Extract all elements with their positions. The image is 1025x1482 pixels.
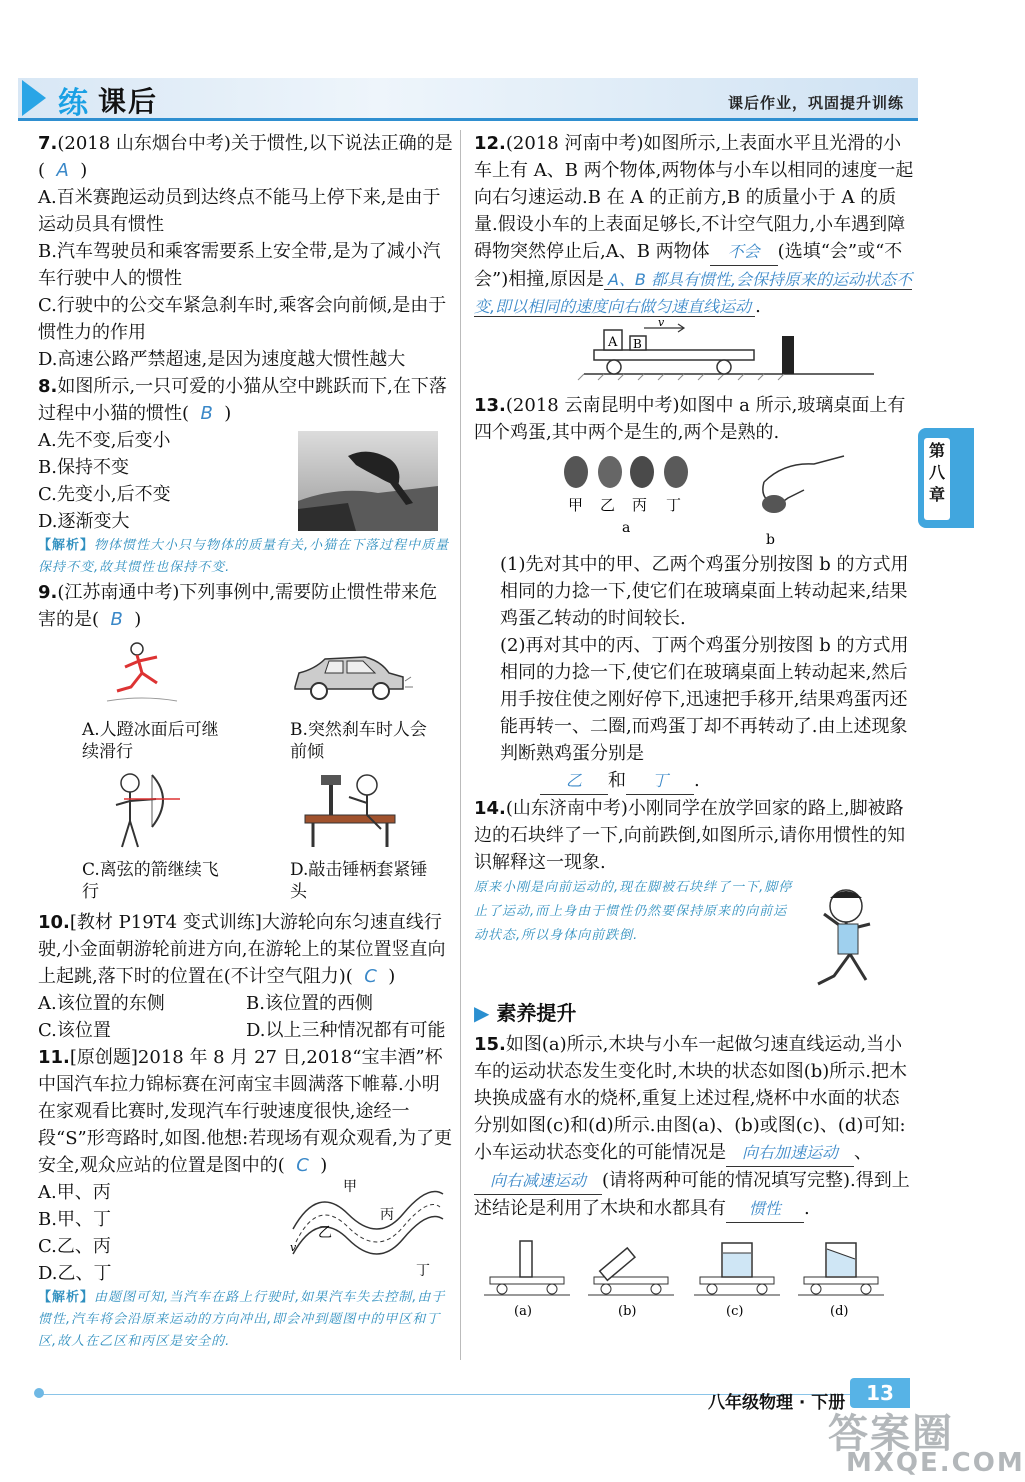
block-b-label: B <box>633 337 642 351</box>
option: A.该位置的东侧 <box>38 993 165 1014</box>
cart-with-blocks-diagram <box>574 316 874 382</box>
question-14 <box>474 795 914 996</box>
paren: ) <box>388 966 396 987</box>
car-braking-image <box>285 639 415 711</box>
conjunction: 和 <box>608 770 626 791</box>
figure-d <box>798 1243 884 1319</box>
option: D.高速公路严禁超速,是因为速度越大惯性越大 <box>38 349 406 370</box>
option-caption: D.敲击锤柄套紧锤头 <box>290 860 428 902</box>
fill-blank-answer: 不会 <box>710 238 778 266</box>
section-title: 素养提升 <box>496 1001 577 1025</box>
question-number: 12. <box>474 133 506 154</box>
question-stem: (2018 山东烟台中考)关于惯性,以下说法正确的是 <box>57 133 453 154</box>
velocity-label: v <box>658 316 665 329</box>
figure-label: (a) <box>514 1304 532 1319</box>
option-caption: C.离弦的箭继续飞行 <box>82 860 219 902</box>
header-subtitle: 课后作业，巩固提升训练 <box>727 94 904 112</box>
egg-label: 丙 <box>632 496 648 514</box>
question-13 <box>474 392 914 795</box>
option: D.以上三种情况都有可能 <box>246 1020 446 1041</box>
label-jia: 甲 <box>343 1179 357 1195</box>
answer: C <box>296 1155 309 1176</box>
boy-tripping-image <box>794 876 894 996</box>
analysis-label: 【解析】 <box>38 1290 95 1305</box>
question-stem-2: (选填“会”或“不会”)相撞,原因是 <box>474 241 903 290</box>
question-number: 8. <box>38 376 58 397</box>
figure-c <box>694 1243 780 1319</box>
option: A.百米赛跑运动员到达终点不能马上停下来,是由于运动员具有惯性 <box>38 187 441 235</box>
paren: ) <box>134 609 142 630</box>
section-heading <box>474 1000 914 1027</box>
label-yi: 乙 <box>318 1225 332 1241</box>
answer: B <box>200 403 213 424</box>
question-number: 9. <box>38 582 58 603</box>
question-stem: (山东济南中考)小刚同学在放学回家的路上,脚被路边的石块绊了一下,向前跌倒,如图所示,请你用惯性的知识解释这一现象. <box>474 798 906 873</box>
option-d-figure <box>260 769 440 903</box>
question-12 <box>474 130 914 392</box>
hammer-image <box>295 769 405 851</box>
chapter-tab-label <box>924 438 950 520</box>
chapter-tab-char: 第 <box>928 441 945 460</box>
paren: ) <box>224 403 232 424</box>
question-8 <box>38 373 454 579</box>
analysis-text: 物体惯性大小只与物体的质量有关,小猫在下落过程中质量保持不变,故其惯性也保持不变. <box>38 538 450 575</box>
option-c-figure <box>52 769 232 903</box>
watermark-url: MXQE.COM <box>846 1448 1025 1478</box>
option: D.乙、丁 <box>38 1263 112 1284</box>
question-stem: 如图(a)所示,木块与小车一起做匀速直线运动,当小车的运动状态发生变化时,木块的状态如图(b)所示.把木块换成盛有水的烧杯,重复上述过程,烧杯中水面的状态分别如图(c)和(d)所示.由图(a)、(b)或图(c)、(d)可知:小车运动状态变化的可能情况是 <box>474 1034 908 1163</box>
question-number: 13. <box>474 395 506 416</box>
question-stem: [教材 P19T4 变式训练]大游轮向东匀速直线行驶,小金面朝游轮前进方向,在游轮上的某位置竖直向上起跳,落下时的位置在(不计空气阻力)( <box>38 912 446 987</box>
column-divider <box>460 130 461 1360</box>
period: . <box>755 296 761 317</box>
fill-blank-answer: 丁 <box>626 767 694 795</box>
label-bing: 丙 <box>380 1207 394 1223</box>
option-b-figure <box>260 639 440 763</box>
figure-label: (b) <box>618 1304 637 1319</box>
option-caption: A.人蹬冰面后可继续滑行 <box>82 720 219 762</box>
section-marker-icon: ▶ <box>474 1001 490 1025</box>
header-title: 课后 <box>98 85 159 118</box>
option: B.该位置的西侧 <box>246 993 373 1014</box>
archer-image <box>102 769 182 851</box>
option: C.行驶中的公交车紧急刹车时,乘客会向前倾,是由于惯性力的作用 <box>38 295 447 343</box>
question-number: 10. <box>38 912 70 933</box>
right-column <box>474 130 914 1327</box>
option: B.汽车驾驶员和乘客需要系上安全带,是为了减小汽车行驶中人的惯性 <box>38 241 441 289</box>
answer: A <box>56 160 69 181</box>
answer: B <box>110 609 123 630</box>
option: D.逐渐变大 <box>38 511 130 532</box>
cat-jumping-image <box>298 431 438 531</box>
question-stem: (2018 河南中考)如图所示,上表面水平且光滑的小车上有 A、B 两个物体,两物体与小车以相同的速度一起向右匀速运动.B 在 A 的正前方,B 的质量小于 A 的质量.假设小车的上表面足够长,不计空气阻力,小车遇到障碍物突然停止后,A、B 两物体 <box>474 133 914 262</box>
question-stem: (2018 云南昆明中考)如图中 a 所示,玻璃桌面上有四个鸡蛋,其中两个是生的,两个是熟的. <box>474 395 906 443</box>
page-number: 13 <box>850 1378 910 1408</box>
play-arrow-icon <box>22 80 46 116</box>
paren: ) <box>320 1155 328 1176</box>
option: B.甲、丁 <box>38 1209 111 1230</box>
header-brand-char: 练 <box>58 86 88 121</box>
option: C.乙、丙 <box>38 1236 111 1257</box>
question-10 <box>38 909 454 1044</box>
fill-blank-answer: A、B 都具有惯性,会保持原来的运动状态不变,即以相同的速度向右做匀速直线运动 <box>474 270 913 316</box>
figure-a-label: a <box>622 520 631 536</box>
fill-blank-answer: 向右加速运动 <box>726 1139 854 1167</box>
option: B.保持不变 <box>38 457 129 478</box>
question-9 <box>38 579 454 903</box>
question-stem: 如图所示,一只可爱的小猫从空中跳跃而下,在下落过程中小猫的惯性( <box>38 376 447 424</box>
question-part-2: (2)再对其中的丙、丁两个鸡蛋分别按图 b 的方式用相同的力捻一下,使它们在玻璃桌面上转动起来,然后用手按住使之刚好停下,迅速把手移开,结果鸡蛋丙还能再转一、二圈,而鸡蛋丁却不再转动了.由上述现象判断熟鸡蛋分别是 <box>500 635 909 764</box>
paren: ) <box>80 160 88 181</box>
question-stem-2: (请将两种可能的情况填写完整).得到上述结论是利用了木块和水都具有 <box>474 1170 910 1219</box>
four-eggs-figure-a <box>554 452 704 542</box>
analysis-text: 由题图可知,当汽车在路上行驶时,如果汽车失去控制,由于惯性,汽车将会沿原来运动的方向冲出,即会冲到题图中的甲区和丁区,故人在乙区和丙区是安全的. <box>38 1290 446 1349</box>
handwritten-answer: 原来小刚是向前运动的,现在脚被石块绊了一下,脚停止了运动,而上身由于惯性仍然要保持原来的向前运动状态,所以身体向前跌倒. <box>474 880 793 943</box>
question-stem: (江苏南通中考)下列事例中,需要防止惯性带来危害的是( <box>38 582 438 630</box>
question-11 <box>38 1044 454 1353</box>
chapter-tab-char: 章 <box>928 485 945 504</box>
egg-label: 乙 <box>600 496 616 514</box>
left-column <box>38 130 454 1353</box>
egg-label: 甲 <box>568 496 584 514</box>
figure-b <box>588 1248 674 1319</box>
fill-blank-answer: 乙 <box>540 767 608 795</box>
analysis-label: 【解析】 <box>38 538 95 553</box>
chapter-tab-char: 八 <box>928 463 945 482</box>
period: . <box>804 1198 810 1219</box>
question-number: 7. <box>38 133 58 154</box>
figure-b-label: b <box>766 532 775 548</box>
option: A.先不变,后变小 <box>38 430 171 451</box>
question-number: 14. <box>474 798 506 819</box>
period: . <box>694 770 700 791</box>
block-a-label: A <box>608 335 618 350</box>
option-a-figure <box>52 639 232 763</box>
fill-blank-answer: 惯性 <box>726 1195 804 1223</box>
question-part-1: (1)先对其中的甲、乙两个鸡蛋分别按图 b 的方式用相同的力捻一下,使它们在玻璃桌面上转动起来,结果鸡蛋乙转动的时间较长. <box>500 554 909 629</box>
option: C.先变小,后不变 <box>38 484 171 505</box>
option-caption: B.突然刹车时人会前倾 <box>290 720 427 762</box>
option: A.甲、丙 <box>38 1182 111 1203</box>
cart-block-beaker-figures <box>474 1229 894 1319</box>
watermark: 答案圈 <box>828 1411 954 1457</box>
question-7 <box>38 130 454 373</box>
figure-label: (d) <box>830 1304 849 1319</box>
s-curve-road-diagram <box>288 1179 448 1279</box>
footer-book-title: 八年级物理 · 下册 <box>708 1393 846 1413</box>
answer: C <box>364 966 377 987</box>
hand-spinning-egg-figure-b <box>744 452 854 547</box>
ice-skater-image <box>97 639 187 711</box>
figure-a <box>484 1241 570 1319</box>
egg-label: 丁 <box>666 496 682 514</box>
footer-dot-icon <box>34 1388 44 1398</box>
question-number: 11. <box>38 1047 70 1068</box>
question-number: 15. <box>474 1034 506 1055</box>
fill-blank-answer: 向右减速运动 <box>474 1167 602 1195</box>
question-15 <box>474 1031 914 1327</box>
paren: ( <box>38 160 46 181</box>
label-ding: 丁 <box>416 1263 430 1279</box>
figure-label: (c) <box>726 1304 744 1319</box>
label-v: v <box>290 1241 297 1254</box>
separator: 、 <box>854 1142 872 1163</box>
option: C.该位置 <box>38 1020 111 1041</box>
question-stem: [原创题]2018 年 8 月 27 日,2018“宝丰酒”杯中国汽车拉力锦标赛在河南宝丰圆满落下帷幕.小明在家观看比赛时,发现汽车行驶速度很快,途经一段“S”形弯路时,如图.他想:若现场有观众观看,为了更安全,观众应站的位置是图中的( <box>38 1047 452 1176</box>
